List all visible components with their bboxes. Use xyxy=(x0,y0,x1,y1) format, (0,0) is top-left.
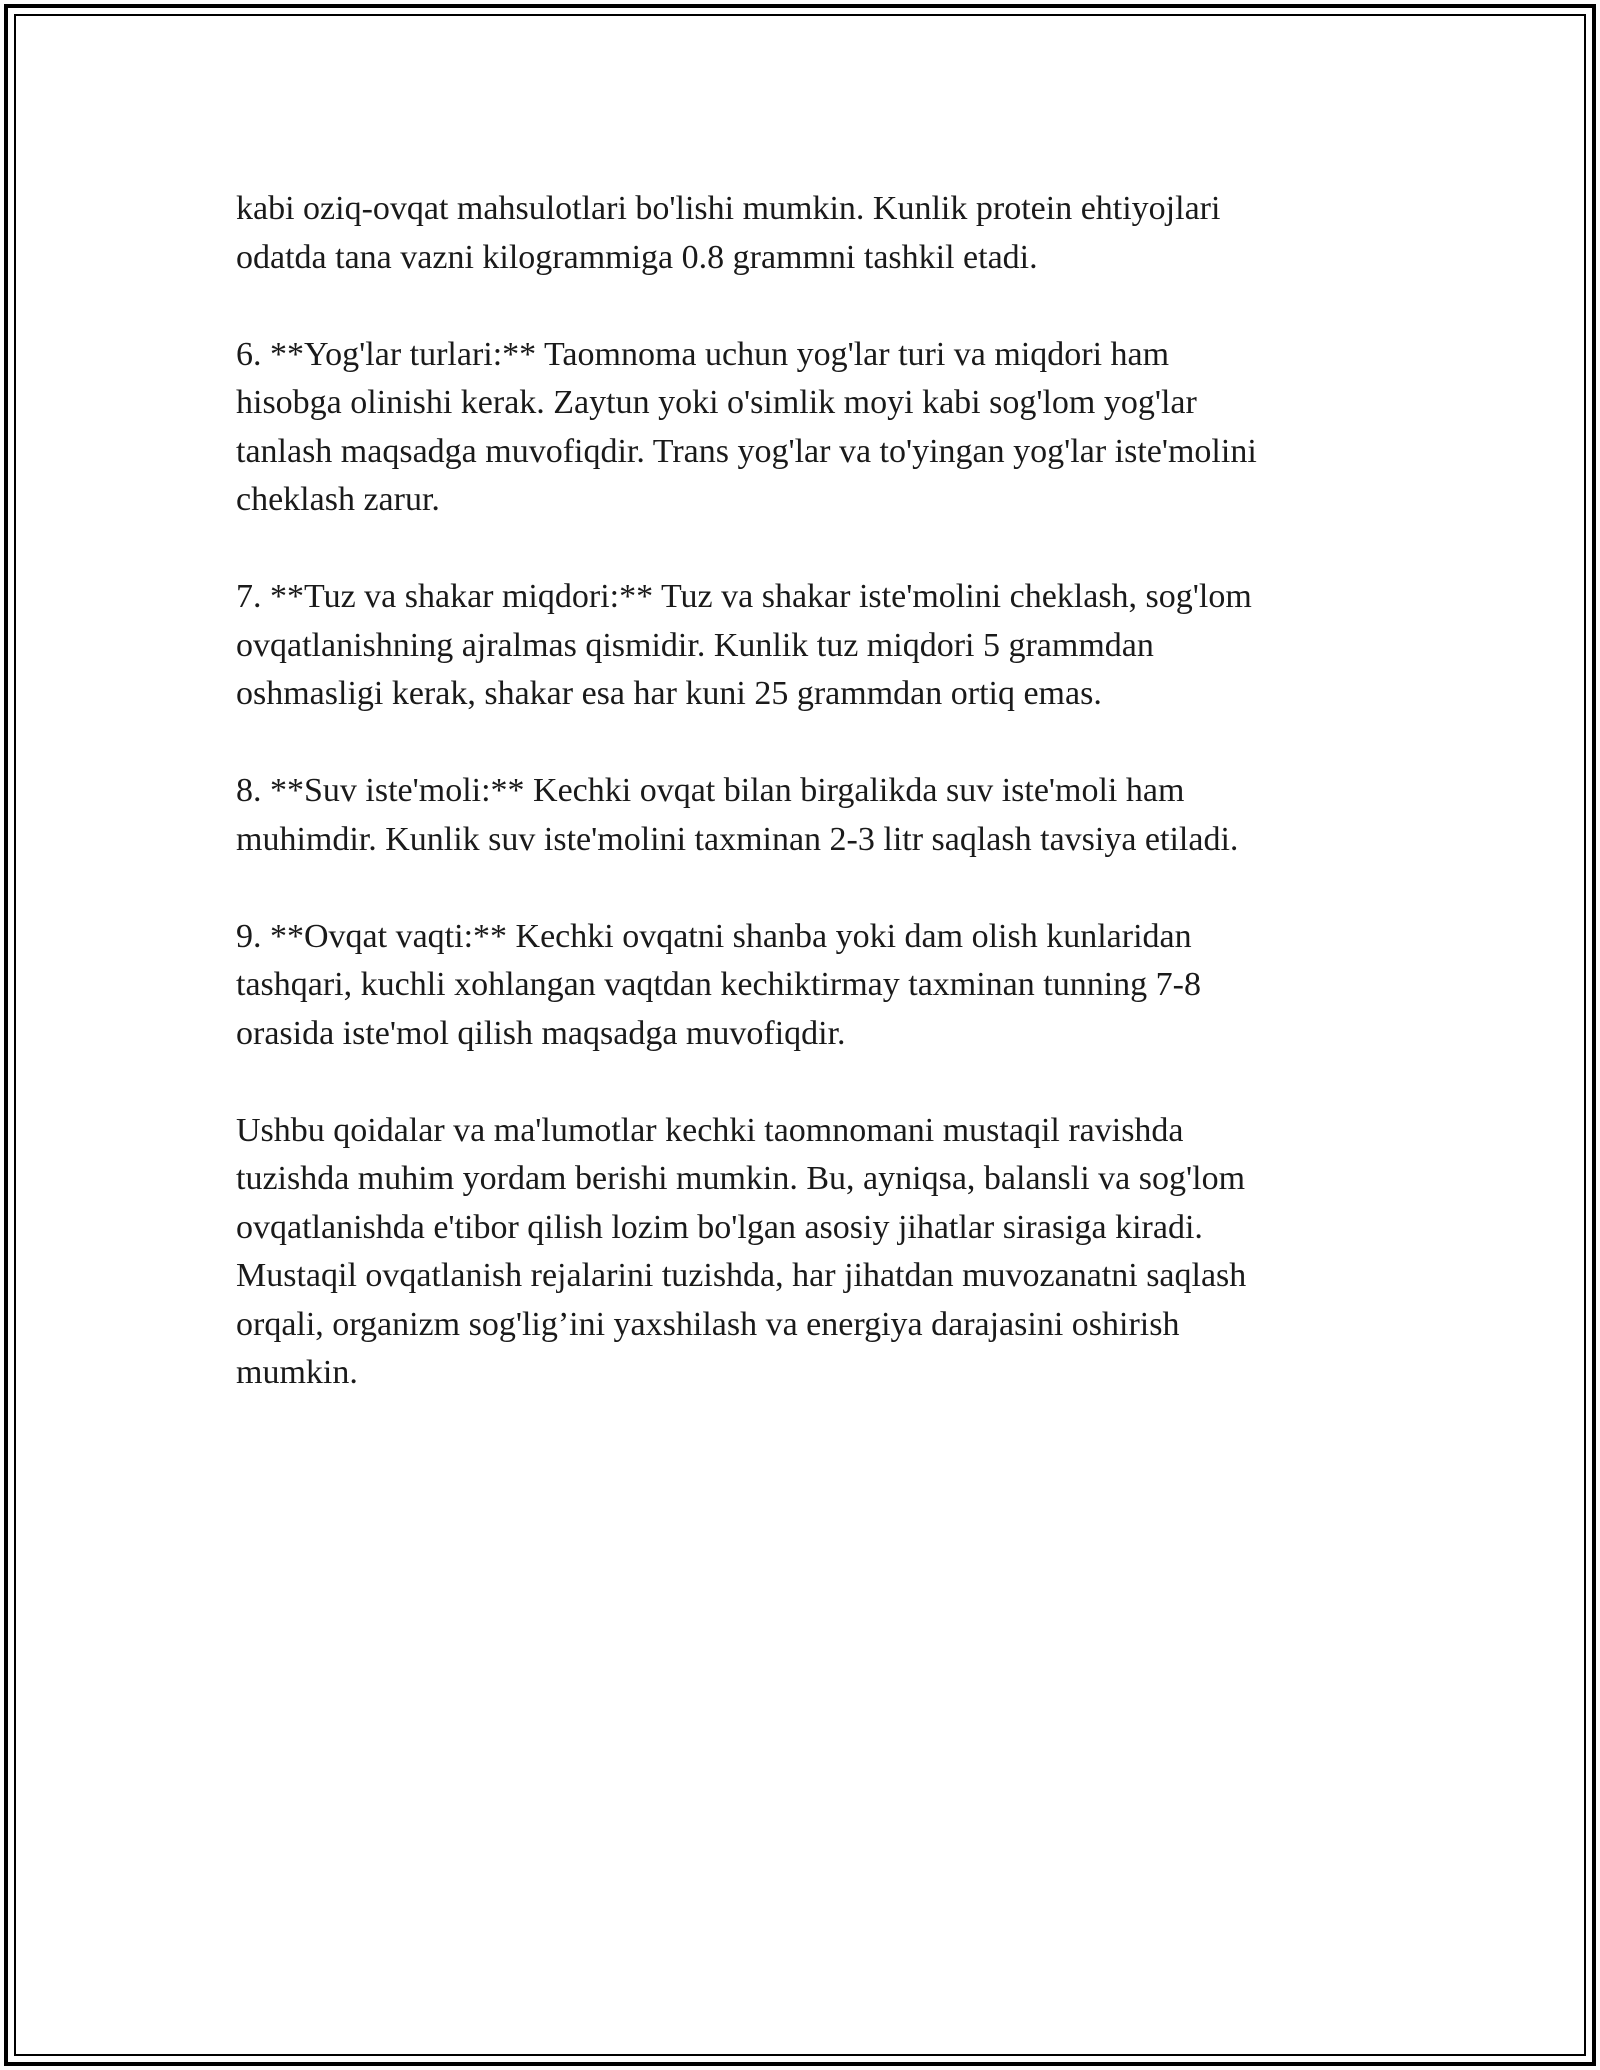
paragraph-salt-sugar: 7. **Tuz va shakar miqdori:** Tuz va shakar iste'molini cheklash, sog'lom ovqatlanishning ajralmas qismidir. Kunlik tuz miqdori 5 grammdan oshmasligi kerak, shakar esa har kuni 25 grammdan ortiq emas. xyxy=(236,578,1252,712)
paragraph-water-intake: 8. **Suv iste'moli:** Kechki ovqat bilan birgalikda suv iste'moli ham muhimdir. Kunlik suv iste'molini taxminan 2-3 litr saqlash tavsiya etiladi. xyxy=(236,772,1239,858)
paragraph-fat-types: 6. **Yog'lar turlari:** Taomnoma uchun yog'lar turi va miqdori ham hisobga olinishi kerak. Zaytun yoki o'simlik moyi kabi sog'lom yog'lar tanlash maqsadga muvofiqdir. Trans yog'lar va to'yingan yog'lar iste'molini cheklash zarur. xyxy=(236,335,1257,518)
paragraph-protein-continuation: kabi oziq-ovqat mahsulotlari bo'lishi mumkin. Kunlik protein ehtiyojlari odatda tana vazni kilogrammiga 0.8 grammni tashkil etadi. xyxy=(236,190,1221,276)
document-body xyxy=(236,185,1366,1398)
paragraph-conclusion: Ushbu qoidalar va ma'lumotlar kechki taomnomani mustaqil ravishda tuzishda muhim yordam berishi mumkin. Bu, ayniqsa, balansli va sog'lom ovqatlanishda e'tibor qilish lozim bo'lgan asosiy jihatlar sirasiga kiradi. Mustaqil ovqatlanish rejalarini tuzishda, har jihatdan muvozanatni saqlash orqali, organizm sog'lig’ini yaxshilash va energiya darajasini oshirish mumkin. xyxy=(236,1111,1247,1391)
paragraph-meal-time: 9. **Ovqat vaqti:** Kechki ovqatni shanba yoki dam olish kunlaridan tashqari, kuchli xohlangan vaqtdan kechiktirmay taxminan tunning 7-8 orasida iste'mol qilish maqsadga muvofiqdir. xyxy=(236,917,1201,1052)
